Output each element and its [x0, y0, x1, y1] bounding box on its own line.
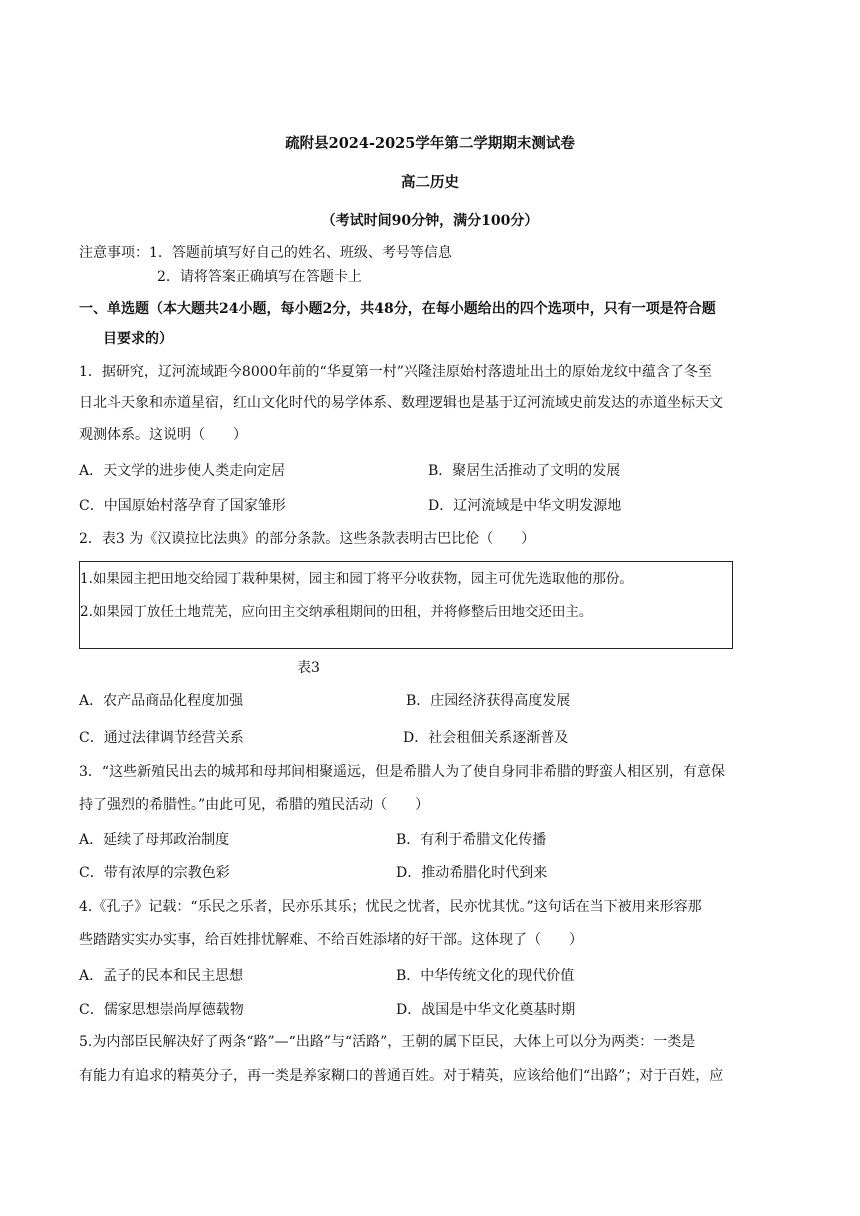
section-heading-cont: 目要求的） [103, 331, 173, 347]
question-text: 些踏踏实实办实事，给百姓排忧解难、不给百姓添堵的好干部。这体现了（ ） [79, 932, 583, 948]
question-text: 3．“这些新殖民出去的城邦和母邦间相聚遥远，但是希腊人为了使自身同非希腊的野蛮人相区别，有意保 [79, 764, 726, 780]
option-c: C．带有浓厚的宗教色彩 [79, 865, 230, 881]
question-text: 5.为内部臣民解决好了两条“路”—“出路”与“活路”，王朝的属下臣民，大体上可以分为两类：一类是 [79, 1034, 696, 1050]
option-a: A．延续了母邦政治制度 [79, 832, 230, 848]
notes-line-1: 注意事项：1．答题前填写好自己的姓名、班级、考号等信息 [79, 245, 452, 261]
option-a: A．农产品商品化程度加强 [79, 693, 244, 709]
option-b: B．庄园经济获得高度发展 [406, 693, 571, 709]
option-d: D．辽河流域是中华文明发源地 [428, 498, 622, 514]
exam-subject: 高二历史 [401, 174, 459, 191]
table-row: 2.如果园丁放任土地荒芜，应向田主交纳承租期间的田租，并将修整后田地交还田主。 [80, 604, 593, 620]
option-a: A．孟子的民本和民主思想 [79, 968, 244, 984]
question-text: 有能力有追求的精英分子，再一类是养家糊口的普通百姓。对于精英，应该给他们“出路”；对于百姓，应 [79, 1068, 724, 1084]
law-table [79, 561, 733, 649]
option-b: B．中华传统文化的现代价值 [396, 968, 575, 984]
table-row: 1.如果园主把田地交给园丁栽种果树，园主和园丁将平分收获物，园主可优先选取他的那份。 [80, 571, 633, 587]
option-d: D．推动希腊化时代到来 [396, 865, 548, 881]
notes-line-2: 2．请将答案正确填写在答题卡上 [157, 269, 362, 285]
option-a: A．天文学的进步使人类走向定居 [79, 463, 286, 479]
question-text: 观测体系。这说明（ ） [79, 427, 247, 443]
option-c: C．儒家思想崇尚厚德载物 [79, 1002, 244, 1018]
option-d: D．社会租佃关系逐渐普及 [403, 730, 569, 746]
question-text: 4.《孔子》记载：“乐民之乐者，民亦乐其乐；忧民之忧者，民亦忧其忧。”这句话在当下被用来形容那 [79, 899, 702, 915]
option-b: B．聚居生活推动了文明的发展 [428, 463, 621, 479]
exam-title: 疏附县2024-2025学年第二学期期末测试卷 [285, 135, 575, 152]
table-caption: 表3 [297, 660, 320, 676]
option-b: B．有利于希腊文化传播 [396, 832, 547, 848]
question-text: 2．表3 为《汉谟拉比法典》的部分条款。这些条款表明古巴比伦（ ） [79, 531, 536, 547]
section-heading: 一、单选题（本大题共24小题，每小题2分，共48分，在每小题给出的四个选项中，只有一项是符合题 [79, 301, 716, 317]
question-text: 日北斗天象和赤道星宿，红山文化时代的易学体系、数理逻辑也是基于辽河流域史前发达的赤道坐标天文 [79, 395, 723, 411]
option-d: D．战国是中华文化奠基时期 [396, 1002, 576, 1018]
option-c: C．中国原始村落孕育了国家雏形 [79, 498, 286, 514]
exam-info: （考试时间90分钟，满分100分） [321, 213, 539, 229]
option-c: C．通过法律调节经营关系 [79, 730, 244, 746]
question-text: 1．据研究，辽河流域距今8000年前的“华夏第一村”兴隆洼原始村落遗址出土的原始龙纹中蕴含了冬至 [79, 364, 712, 380]
question-text: 持了强烈的希腊性。”由此可见，希腊的殖民活动（ ） [79, 797, 430, 813]
